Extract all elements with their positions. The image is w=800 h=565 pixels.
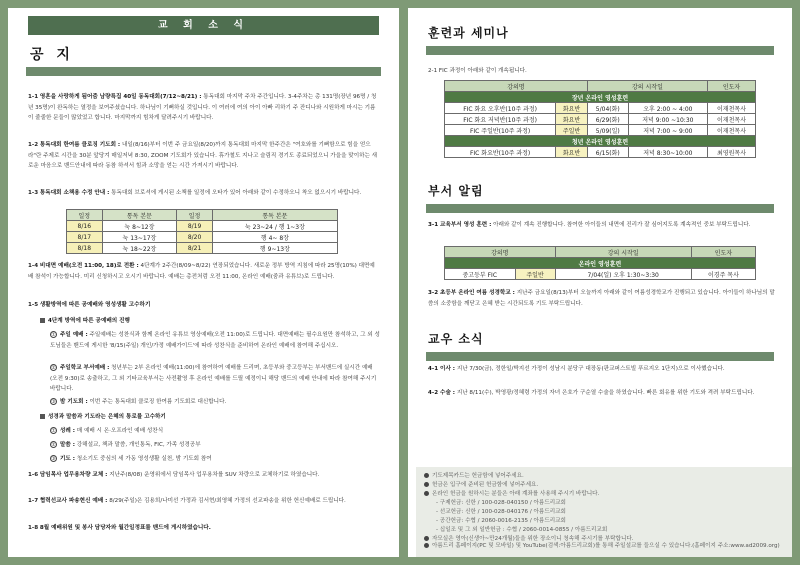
note-8: 자모실은 영아(신생아~만24개월)들을 위한 장소이니 청속해 주시기를 부탁합니다. xyxy=(424,534,784,545)
notice-title: 공 지 xyxy=(30,47,74,63)
worship-item-2: ② 주일학교 부서예배 : 청년부는 2부 온라인 예배(11:00)에 참여하여 예배를 드리며, 초등부와 중고등부는 부서밴드에 실시간 예배(오전 9:30)로 송출하고, 그 외 기타교육부서는 사전촬영 후 온라인 예배를 드릴 예정이니 해당 밴드의 예배 안내에 따라 참여해 주시기 바랍니다. xyxy=(50,365,377,392)
notice-item-6: 1-6 담임목사 업무용차량 교체 : 지난주(8/08) 운영위에서 담임목사 업무용차를 SUV 차량으로 교체하기로 하였습니다. xyxy=(28,472,320,478)
bullet-icon xyxy=(424,491,429,496)
table-row: FIC 화요 오후반(10주 과정) 화요반 5/04(화) 오후 2:00 ~ 4:00 이재천목사 xyxy=(445,103,756,114)
seminar-title-rule xyxy=(426,46,774,55)
grace-subsection: 성경과 말씀과 기도라는 은혜의 통로를 고수하기 xyxy=(40,412,380,423)
bullet-icon xyxy=(424,536,429,541)
grace-item-3: ③ 기도 : 청소기도 중심의 세 가동 영성생활 실천, 밤 기도회 참여 xyxy=(51,456,212,462)
notice-title-rule xyxy=(26,67,381,76)
worship-item-1: ① 주일 예배 : 주일예배는 성찬식과 함께 온라인 유튜브 영상예배(오전 11:00)로 드립니다. 대면예배는 필수요원만 참석하고, 그 외 성도님들은 밴드에 게시한 '8/15(주일) 개인/가정 예배가이드'에 따라 성찬식을 준비하여 온라인 예배에 참여해 주십시오. xyxy=(50,332,380,349)
table-row: FIC 화요반(10주 과정) 화요반 6/15(화) 저녁 8:30~10:00 최영원목사 xyxy=(445,147,756,158)
dept-news-title: 부서 알림 xyxy=(428,184,484,198)
note-1: 기도제목카드는 헌금함에 넣어주세요. xyxy=(424,471,784,482)
square-bullet-icon xyxy=(40,318,45,323)
church-news-banner: 교 회 소 식 xyxy=(28,16,379,35)
table-row: 8/17 눅 13~17장 8/20 행 4~ 8장 xyxy=(67,232,338,243)
notice-item-2: 1-2 통독대회 한여름 클로징 기도회 : 내일(8/16)부터 이번 주 금요일(8/20)까지 통독대회 마지막 한주간은 "여호와를 기뻐함으로 힘을 얻으라"란 주제로 시간을 30분 앞당겨 매일저녁 8:30, ZOOM 기도회가 있습니다. 휴가철도 지나고 슬림직 경기도 종료되었으니 가을을 맞이하는 새로운 마음으로 밴드안내에 따라 동참 하셔서 힘과 소망을 얻는 시간 가져시기 바랍니다. xyxy=(28,142,378,169)
dept-item-1: 3-1 교육부서 영성 훈련 : 아래와 같이 계속 진행합니다. 참여한 아이들의 내면에 진리가 잘 심어지도록 계속적인 중보 부탁드립니다. xyxy=(428,222,751,228)
bullet-icon xyxy=(424,543,429,548)
note-4: - 구제헌금: 신한 / 100-028-040150 / 아름드리교회 xyxy=(436,500,566,506)
notice-item-5: 1-5 생활방역에 따른 공예배와 영성생활 고수하기 xyxy=(28,302,151,308)
right-page xyxy=(408,8,792,557)
table-row: FIC 화요 저녁반(10주 과정) 화요반 6/29(화) 저녁 9:00 ~10:30 이재천목사 xyxy=(445,114,756,125)
note-9: 아름드리 홈페이지(PC 및 모바일) 및 YouTube(검색:아름드리교회)를 통해 주일설교를 들으실 수 있습니다.(홈페이지 주소:www.ad2009.org) xyxy=(424,543,786,550)
grace-item-2: ② 말씀 : 강해설교, 책과 말씀, 개인통독, FIC, 가족 성경공부 xyxy=(51,442,201,448)
left-page xyxy=(8,8,399,557)
worship-subsection: 4단계 방역에 따른 공예배의 진행 xyxy=(40,316,380,327)
member-news-title: 교우 소식 xyxy=(428,332,484,346)
notice-item-1: 1-1 영혼을 사랑하게 됨어줌 남량특집 40일 동독대회(7/12~8/21) : 통독대회 마지막 주차 주간입니다. 3-4주차는 총 131명(장년 96명 / 청년 35명)이 완독하는 열정을 보여주셨습니다. 하나님이 기뻐하실 것입니다. 이 여러에 여의 아이 아빠 리하기 주 잔디나와 시원하게 마시는 기름이 줄줄한 문들이 많았었고 합니다. 마지막까지 힘차게 달려주시기 바랍니다. xyxy=(28,94,377,121)
worship-item-3: ③ 밤 기도회 : 이번 주는 통독대회 클로징 한여름 기도회로 대신합니다. xyxy=(51,399,227,405)
fic-course-table: 강의명 강의 시작일 인도자 장년 온라인 영성훈련 FIC 화요 오후반(10주 과정) 화요반 5/04(화) 오후 2:00 ~ 4:00 이재천목사 FIC 화요 저녁반(10주 과정) 화요반 6/29(화) 저녁 9:00 ~10:30 이재천목사 FIC 주일반(10주 과정) 주일반 5/09(일) 저녁 7:00 ~ 9:00 이재천목사 청년 온라인 영성훈련 FIC 화요반(10주 과정) 화요반 6/15(화) 저녁 8:30~10:00 최영원목사 xyxy=(444,80,756,158)
table-row: 중고등부 FIC 주일반 7/04(일) 오후 1:30~3:30 이경주 목사 xyxy=(445,269,756,280)
table-row: 8/16 눅 8~12장 8/19 눅 23~24 / 행 1~3장 xyxy=(67,221,338,232)
table-row: 8/18 눅 18~22장 8/21 행 9~13장 xyxy=(67,243,338,254)
note-2: 헌금은 입구에 준비된 헌금함에 넣어주세요. xyxy=(424,480,784,491)
seminar-intro: 2-1 FIC 과정이 아래와 같이 개속됩니다. xyxy=(428,68,527,74)
dept-item-2: 3-2 초등부 온라인 여름 성경학교 : 지난주 금요일(8/13)부터 오늘까지 아래와 같이 여름성경학교가 진행되고 있습니다. 아이들이 하나님의 말씀의 소중함을 깨닫고 은혜 받는 시간되도록 기도 부탁드립니다. xyxy=(428,290,775,307)
note-5: - 선교헌금: 신한 / 100-028-040176 / 아름드리교회 xyxy=(436,509,566,515)
note-3: 온라인 헌금을 원하시는 분들은 아래 계좌를 사용해 주시기 바랍니다. xyxy=(424,489,784,500)
note-6: - 공간헌금: 수협 / 2060-0016-2135 / 아름드리교회 xyxy=(436,518,566,524)
notice-item-7: 1-7 협력선교사 파송현신 예배 : 8/29(주일)은 김용희/나미선 가정과 김서현/최영혜 가정의 선교파송을 위한 헌신예배로 드립니다. xyxy=(28,498,346,504)
notice-item-4: 1-4 비대면 예배(오전 11:00, 18)로 전환 : 4단계가 2주간(8/09~8/22) 연장되었습니다. 새로운 정부 방역 지침에 따라 25명(10%) 대면예배 참석이 가능합니다. 미리 신청하시고 오시기 바랍니다. 예배는 총전처럼 오전 11:00, 온라인 예배(줌과 유튜브)로 드립니다. xyxy=(28,263,375,280)
youth-fic-table: 강의명 강의 시작일 인도자 온라인 영성훈련 중고등부 FIC 주일반 7/04(일) 오후 1:30~3:30 이경주 목사 xyxy=(444,246,756,280)
bullet-icon xyxy=(424,482,429,487)
table-row: FIC 주일반(10주 과정) 주일반 5/09(일) 저녁 7:00 ~ 9:00 이재천목사 xyxy=(445,125,756,136)
notice-item-8: 1-8 8월 예배위원 및 봉사 담당자와 월간일정표를 밴드에 게시하였습니다. xyxy=(28,525,211,531)
dept-news-title-rule xyxy=(426,204,774,213)
note-7: - 십일조 및 그 외 일반헌금 : 수협 / 2060-0014-0855 / 아름드리교회 xyxy=(436,527,608,533)
notice-item-3: 1-3 통독대회 소책용 수정 안내 : 통독대회 브로셔에 게시된 소책를 일정에 오타가 있어 아래와 같이 수정하오니 착오 없으시기 바랍니다. xyxy=(28,190,362,196)
offering-notes-box xyxy=(416,467,792,557)
member-news-title-rule xyxy=(426,352,774,361)
grace-item-1: ① 성례 : 매 예배 시 온·오프라인 예배 성찬식 xyxy=(51,428,164,434)
seminar-title: 훈련과 세미나 xyxy=(428,26,509,40)
member-item-1: 4-1 이사 : 지난 7/30(금), 정한일/박지선 가정이 성남시 분당구 대장동(판교퍼스트빌 푸르지오 1단지)으로 이사했습니다. xyxy=(428,366,725,372)
bullet-icon xyxy=(424,473,429,478)
member-item-2: 4-2 수술 : 지난 8/11(수), 박영광/정혜령 가정의 자녀 은호가 구순열 수술을 하였습니다. 빠른 회유를 위한 기도와 격려 부탁드립니다. xyxy=(428,390,755,396)
square-bullet-icon xyxy=(40,414,45,419)
reading-schedule-table: 일정 통독 본문 일정 통독 본문 8/16 눅 8~12장 8/19 눅 23~24 / 행 1~3장 8/17 눅 13~17장 8/20 행 4~ 8장 8/18 눅 18~22장 8/21 행 9~13장 xyxy=(66,209,338,254)
